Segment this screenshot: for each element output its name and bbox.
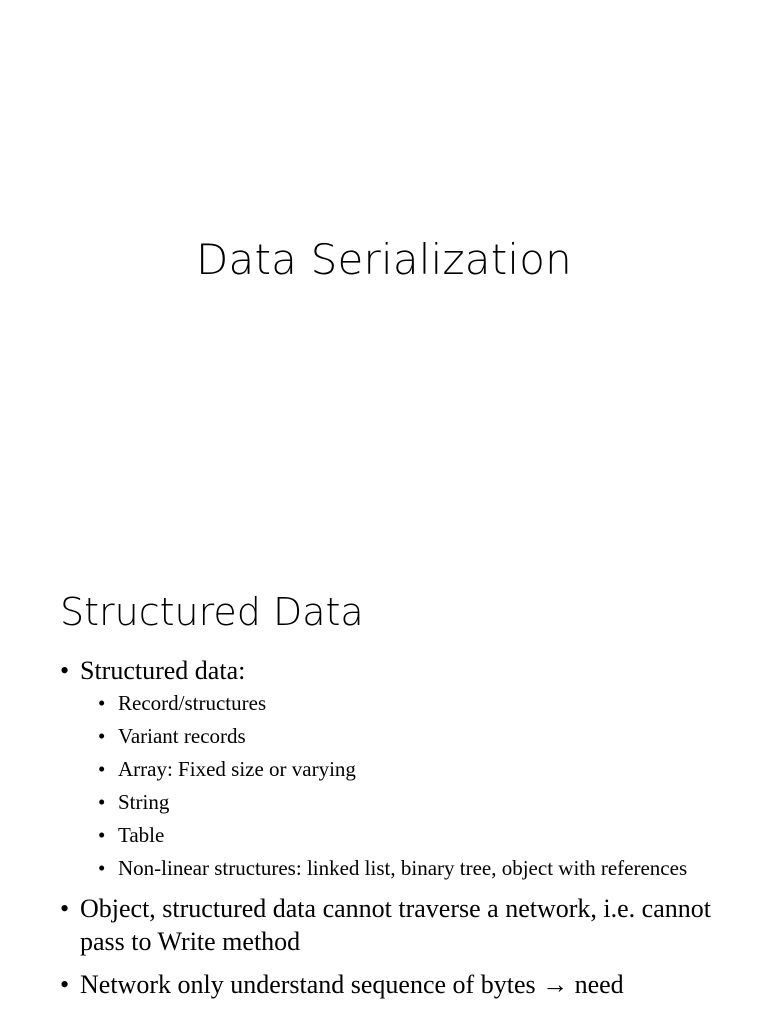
- sub-bullet-item: [98, 756, 730, 783]
- sub-bullet-text: String: [118, 790, 170, 814]
- bullet-text: Object, structured data cannot traverse a network, i.e. cannot pass to Write method: [80, 894, 711, 956]
- sub-bullet-item: [98, 855, 730, 882]
- slide-heading: Structured Data: [60, 590, 364, 634]
- sub-bullet-text: Variant records: [118, 724, 246, 748]
- bullet-icon: •: [60, 894, 70, 923]
- bullet-list: [60, 654, 730, 1011]
- bullet-text: Network only understand sequence of bytes → need: [80, 970, 624, 999]
- sub-bullet-text: Record/structures: [118, 691, 267, 715]
- sub-bullet-text: Array: Fixed size or varying: [118, 757, 356, 781]
- sub-bullet-item: [98, 690, 730, 717]
- bullet-icon: •: [98, 691, 106, 715]
- bullet-item: [60, 892, 730, 958]
- slide-title: Data Serialization: [196, 235, 572, 284]
- bullet-item: [60, 654, 730, 882]
- bullet-icon: •: [98, 757, 106, 781]
- bullet-item: [60, 968, 730, 1001]
- bullet-icon: •: [60, 656, 70, 685]
- sub-bullet-list: [98, 690, 730, 882]
- sub-bullet-text: Table: [118, 823, 165, 847]
- sub-bullet-text: Non-linear structures: linked list, binary tree, object with references: [118, 856, 688, 880]
- sub-bullet-item: [98, 822, 730, 849]
- bullet-icon: •: [98, 724, 106, 748]
- bullet-icon: •: [98, 856, 106, 880]
- bullet-icon: •: [98, 790, 106, 814]
- bullet-icon: •: [98, 823, 106, 847]
- bullet-icon: •: [60, 970, 70, 999]
- sub-bullet-item: [98, 789, 730, 816]
- content-slide: [0, 576, 768, 1024]
- bullet-text: Structured data:: [80, 656, 246, 685]
- sub-bullet-item: [98, 723, 730, 750]
